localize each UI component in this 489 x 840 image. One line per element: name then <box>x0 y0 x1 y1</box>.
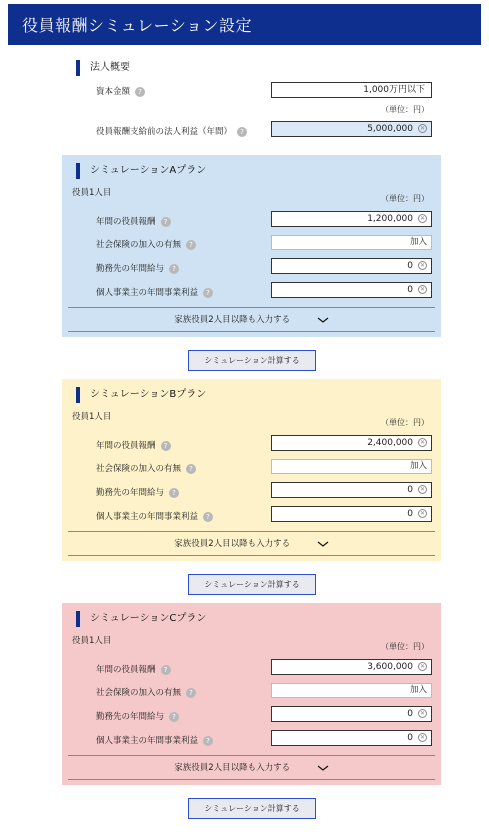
plan-panel <box>62 379 441 561</box>
plan-divider-bottom <box>68 555 435 556</box>
clear-circle-icon[interactable]: ✕ <box>419 215 426 222</box>
expand-toggle[interactable] <box>62 761 441 774</box>
work-value: 0 <box>407 485 413 495</box>
clear-circle-icon[interactable]: ✕ <box>419 510 426 517</box>
plan-member-label: 役員1人目 <box>72 188 112 198</box>
plan-divider-top <box>68 531 435 532</box>
work-row-label <box>96 710 179 722</box>
clear-circle-icon[interactable]: ✕ <box>419 262 426 269</box>
capital-value: 1,000万円以下 <box>363 85 425 95</box>
expand-toggle[interactable] <box>62 313 441 326</box>
question-circle-icon[interactable]: ? <box>161 665 171 675</box>
insurance-label: 社会保険の加入の有無 <box>96 688 182 698</box>
salary-value: 2,400,000 <box>367 438 413 448</box>
calculate-button[interactable]: シミュレーション計算する <box>188 350 316 371</box>
biz-input[interactable] <box>271 282 432 298</box>
chevron-down-icon[interactable] <box>317 314 329 326</box>
salary-row-label <box>96 439 171 451</box>
question-circle-icon[interactable]: ? <box>186 688 196 698</box>
expand-label: 家族役員2人目以降も入力する <box>174 315 291 325</box>
plan-unit: （単位：円） <box>381 418 429 427</box>
salary-label: 年間の役員報酬 <box>96 217 156 227</box>
question-circle-icon[interactable]: ? <box>161 441 171 451</box>
plan-member-label: 役員1人目 <box>72 636 112 646</box>
insurance-row-label <box>96 686 196 698</box>
insurance-label: 社会保険の加入の有無 <box>96 464 182 474</box>
capital-label: 資本金額 <box>96 87 131 97</box>
expand-label: 家族役員2人目以降も入力する <box>174 539 291 549</box>
salary-label: 年間の役員報酬 <box>96 665 156 675</box>
capital-row-label <box>96 85 145 97</box>
question-circle-icon[interactable]: ? <box>169 488 179 498</box>
insurance-value: 加入 <box>409 237 427 247</box>
work-label: 勤務先の年間給与 <box>96 712 165 722</box>
work-row-label <box>96 262 179 274</box>
biz-value: 0 <box>407 733 413 743</box>
profit-value: 5,000,000 <box>367 124 413 134</box>
insurance-select[interactable] <box>271 683 432 698</box>
salary-input[interactable] <box>271 211 432 227</box>
biz-value: 0 <box>407 509 413 519</box>
salary-input[interactable] <box>271 435 432 451</box>
clear-circle-icon[interactable]: ✕ <box>419 734 426 741</box>
insurance-label: 社会保険の加入の有無 <box>96 240 182 250</box>
calculate-button[interactable]: シミュレーション計算する <box>188 574 316 595</box>
clear-circle-icon[interactable]: ✕ <box>419 125 426 132</box>
insurance-select[interactable] <box>271 459 432 474</box>
question-circle-icon[interactable]: ? <box>169 264 179 274</box>
salary-value: 3,600,000 <box>367 662 413 672</box>
plan-divider-top <box>68 307 435 308</box>
plan-member-label: 役員1人目 <box>72 412 112 422</box>
plan-heading: シミュレーションBプラン <box>76 387 206 403</box>
work-input[interactable] <box>271 706 432 722</box>
question-circle-icon[interactable]: ? <box>186 464 196 474</box>
clear-circle-icon[interactable]: ✕ <box>419 439 426 446</box>
work-value: 0 <box>407 261 413 271</box>
plan-heading: シミュレーションCプラン <box>76 611 206 627</box>
corp-section <box>62 58 441 142</box>
work-row-label <box>96 486 179 498</box>
plan-divider-bottom <box>68 779 435 780</box>
calculate-button[interactable]: シミュレーション計算する <box>188 798 316 819</box>
page-header <box>8 4 481 45</box>
work-value: 0 <box>407 709 413 719</box>
question-circle-icon[interactable]: ? <box>169 712 179 722</box>
question-circle-icon[interactable]: ? <box>203 736 213 746</box>
plan-divider-top <box>68 755 435 756</box>
chevron-down-icon[interactable] <box>317 538 329 550</box>
work-input[interactable] <box>271 258 432 274</box>
expand-toggle[interactable] <box>62 537 441 550</box>
work-label: 勤務先の年間給与 <box>96 264 165 274</box>
biz-input[interactable] <box>271 506 432 522</box>
salary-value: 1,200,000 <box>367 214 413 224</box>
corp-heading: 法人概要 <box>76 60 130 76</box>
question-circle-icon[interactable]: ? <box>237 127 247 137</box>
expand-label: 家族役員2人目以降も入力する <box>174 763 291 773</box>
question-circle-icon[interactable]: ? <box>135 87 145 97</box>
question-circle-icon[interactable]: ? <box>203 288 213 298</box>
biz-row-label <box>96 734 213 746</box>
salary-row-label <box>96 663 171 675</box>
salary-input[interactable] <box>271 659 432 675</box>
insurance-value: 加入 <box>409 685 427 695</box>
biz-row-label <box>96 286 213 298</box>
insurance-value: 加入 <box>409 461 427 471</box>
insurance-select[interactable] <box>271 235 432 250</box>
insurance-row-label <box>96 238 196 250</box>
biz-label: 個人事業主の年間事業利益 <box>96 736 199 746</box>
biz-value: 0 <box>407 285 413 295</box>
clear-circle-icon[interactable]: ✕ <box>419 710 426 717</box>
page-title: 役員報酬シミュレーション設定 <box>22 16 253 35</box>
work-input[interactable] <box>271 482 432 498</box>
work-label: 勤務先の年間給与 <box>96 488 165 498</box>
chevron-down-icon[interactable] <box>317 762 329 774</box>
biz-label: 個人事業主の年間事業利益 <box>96 512 199 522</box>
profit-input[interactable] <box>271 121 432 137</box>
question-circle-icon[interactable]: ? <box>161 217 171 227</box>
salary-label: 年間の役員報酬 <box>96 441 156 451</box>
question-circle-icon[interactable]: ? <box>186 240 196 250</box>
profit-row-label <box>96 125 247 137</box>
corp-unit: （単位：円） <box>381 105 429 114</box>
plan-panel <box>62 155 441 337</box>
insurance-row-label <box>96 462 196 474</box>
plan-divider-bottom <box>68 331 435 332</box>
plan-unit: （単位：円） <box>381 194 429 203</box>
plan-unit: （単位：円） <box>381 642 429 651</box>
salary-row-label <box>96 215 171 227</box>
plan-heading: シミュレーションAプラン <box>76 163 206 179</box>
biz-label: 個人事業主の年間事業利益 <box>96 288 199 298</box>
clear-circle-icon[interactable]: ✕ <box>419 663 426 670</box>
clear-circle-icon[interactable]: ✕ <box>419 286 426 293</box>
biz-row-label <box>96 510 213 522</box>
plan-panel <box>62 603 441 785</box>
profit-label: 役員報酬支給前の法人利益（年間） <box>96 127 233 137</box>
clear-circle-icon[interactable]: ✕ <box>419 486 426 493</box>
question-circle-icon[interactable]: ? <box>203 512 213 522</box>
biz-input[interactable] <box>271 730 432 746</box>
capital-field[interactable] <box>271 82 432 98</box>
